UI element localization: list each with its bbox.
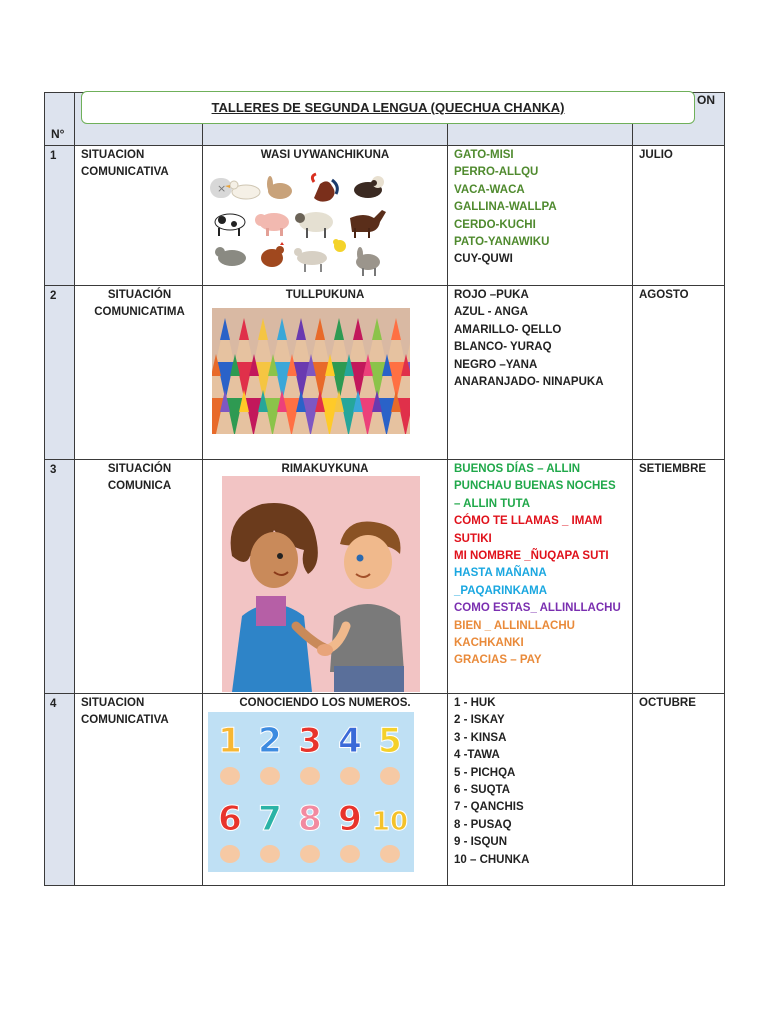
row-number: 2 xyxy=(45,286,75,460)
vocab-item: 1 - HUK xyxy=(454,697,496,709)
vocab-item: 6 - SUQTA xyxy=(454,784,511,797)
hand-icon xyxy=(260,767,280,785)
hand-icon xyxy=(380,767,400,785)
hand-icon xyxy=(340,845,360,863)
topic-title: RIMAKUYKUNA xyxy=(281,463,369,475)
vocab-item: CERDO-KUCHI xyxy=(454,218,536,231)
row-number: 4 xyxy=(45,694,75,886)
number-column-header: N° xyxy=(51,127,65,141)
month-label: SETIEMBRE xyxy=(639,463,707,475)
vocab-item: BIEN _ ALLINLLACHU xyxy=(454,619,575,632)
last-column-header-fragment: ON xyxy=(697,93,715,107)
vocab-item: KACHKANKI xyxy=(454,637,524,650)
vocab-item: 4 -TAWA xyxy=(454,749,500,762)
vocab-item: 10 – CHUNKA xyxy=(454,853,530,866)
vocab-item: GRACIAS – PAY xyxy=(454,654,542,667)
colored-pencils-image xyxy=(212,308,410,434)
number-digit: 3 xyxy=(298,721,322,761)
hand-icon xyxy=(300,845,320,863)
table-row: 2 SITUACIÓN COMUNICATIMA TULLPUKUNA ROJO –PUKA AZUL - ANGA AMARILLO- QELLO BLANCO- YURAQ NEGRO –YANA ANARANJADO- NINAPUKA AGOSTO xyxy=(45,286,725,460)
number-digit: 5 xyxy=(378,721,402,761)
vocab-item: NEGRO –YANA xyxy=(454,358,538,371)
hand-icon xyxy=(340,767,360,785)
month-label: OCTUBRE xyxy=(639,697,696,709)
vocab-list xyxy=(448,694,632,869)
vocab-item: 8 - PUSAQ xyxy=(454,818,512,831)
vocab-item: VACA-WACA xyxy=(454,183,525,196)
vocab-item: MI NOMBRE _ÑUQAPA SUTI xyxy=(454,550,609,563)
number-digit: 9 xyxy=(338,799,362,839)
vocab-item: _PAQARINKAMA xyxy=(454,584,548,597)
row-number: 3 xyxy=(45,460,75,694)
number-digit: 8 xyxy=(298,799,322,839)
number-digit: 10 xyxy=(371,807,409,837)
vocab-item: BLANCO- YURAQ xyxy=(454,341,552,354)
topic-title: TULLPUKUNA xyxy=(285,289,365,301)
vocab-item: HASTA MAÑANA xyxy=(454,567,547,580)
number-digit: 2 xyxy=(258,721,282,761)
table-row: 1 SITUACION COMUNICATIVA WASI UYWANCHIKUNA GATO-MISI PERRO-ALLQU VACA-WACA GALLINA-WALLPA CERDO-KUCHI PATO-YANAWIKU CUY-QUWI JULIO xyxy=(45,146,725,286)
vocab-item: 3 - KINSA xyxy=(454,731,507,744)
vocab-item: ROJO –PUKA xyxy=(454,289,529,301)
table-row: 3 SITUACIÓN COMUNICA RIMAKUYKUNA BUENOS DÍAS – ALLIN PUNCHAU BUENAS NOCHES – ALLIN TUTA CÓMO TE LLAMAS _ IMAM SUTIKI MI NOMBRE _ÑUQAPA SUTI HASTA MAÑANA _PAQARINKAMA COMO ESTAS_ ALLINLLACHU BIEN _ ALLINLLACHU KACHKANKI GRACIAS – PAY SETIEMBRE xyxy=(45,460,725,694)
vocab-item: PATO-YANAWIKU xyxy=(454,236,550,249)
vocab-list xyxy=(448,146,632,269)
vocab-item: AMARILLO- QELLO xyxy=(454,323,562,336)
situation-label: SITUACION xyxy=(81,149,145,161)
hand-icon xyxy=(220,767,240,785)
children-handshake-image xyxy=(222,476,420,692)
topic-title: CONOCIENDO LOS NUMEROS. xyxy=(239,697,411,709)
number-digit: 4 xyxy=(338,721,362,761)
vocab-item: CÓMO TE LLAMAS _ IMAM xyxy=(454,515,603,528)
hand-icon xyxy=(220,845,240,863)
month-label: JULIO xyxy=(639,149,673,161)
vocab-item: PUNCHAU BUENAS NOCHES xyxy=(454,480,616,493)
hand-icon xyxy=(260,845,280,863)
hand-icon xyxy=(300,767,320,785)
numbers-hands-image xyxy=(208,712,414,872)
vocab-item: 9 - ISQUN xyxy=(454,836,508,849)
vocab-item: CUY-QUWI xyxy=(454,253,513,266)
vocab-item: COMO ESTAS_ ALLINLLACHU xyxy=(454,602,621,615)
farm-animals-image xyxy=(208,170,392,280)
situation-label: SITUACIÓN xyxy=(107,463,172,475)
title-banner xyxy=(81,91,695,124)
vocab-item: 2 - ISKAY xyxy=(454,714,505,727)
month-label: AGOSTO xyxy=(639,289,689,301)
vocab-item: – ALLIN TUTA xyxy=(454,497,531,510)
row-number: 1 xyxy=(45,146,75,286)
table-row: 4 SITUACION COMUNICATIVA CONOCIENDO LOS NUMEROS. 1 - HUK 2 - ISKAY 3 - KINSA 4 -TAWA 5 - PICHQA 6 - SUQTA 7 - QANCHIS 8 - PUSAQ 9 - ISQUN 10 – CHUNKA OCTUBRE xyxy=(45,694,725,886)
svg-text:×: × xyxy=(217,182,227,195)
vocab-item: 7 - QANCHIS xyxy=(454,801,524,814)
vocab-list xyxy=(448,460,632,670)
vocab-list xyxy=(448,286,632,391)
vocab-item: 5 - PICHQA xyxy=(454,766,516,779)
situation-label: SITUACION xyxy=(81,697,145,709)
number-digit: 6 xyxy=(218,799,242,839)
number-digit: 7 xyxy=(258,799,282,839)
situation-label: SITUACIÓN xyxy=(107,289,172,301)
vocab-item: GALLINA-WALLPA xyxy=(454,201,557,214)
vocab-item: AZUL - ANGA xyxy=(454,306,529,319)
vocab-item: PERRO-ALLQU xyxy=(454,166,539,179)
vocab-item: GATO-MISI xyxy=(454,149,514,161)
vocab-item: ANARANJADO- NINAPUKA xyxy=(454,376,604,389)
hand-icon xyxy=(380,845,400,863)
page-title: TALLERES DE SEGUNDA LENGUA (QUECHUA CHANKA) xyxy=(211,100,565,115)
topic-title: WASI UYWANCHIKUNA xyxy=(260,149,390,161)
vocab-item: SUTIKI xyxy=(454,532,492,545)
vocab-item: BUENOS DÍAS – ALLIN xyxy=(454,463,581,475)
number-digit: 1 xyxy=(218,721,242,761)
